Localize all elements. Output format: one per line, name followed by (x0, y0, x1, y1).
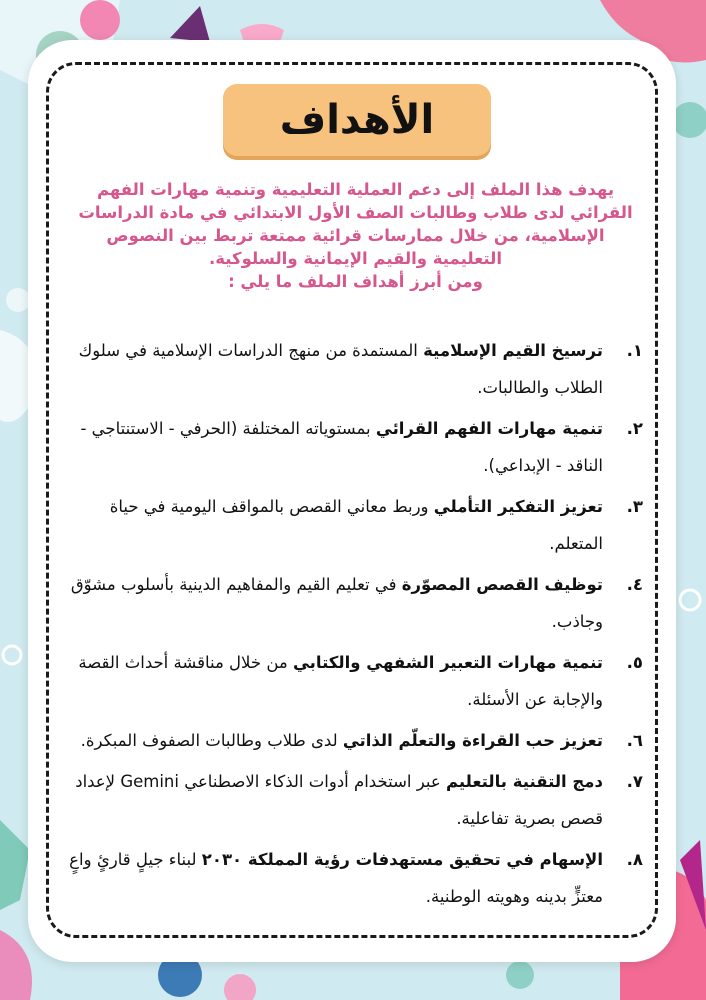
goal-number: ٢. (626, 419, 643, 438)
goal-text: لبناء جيلٍ قارئٍ واعٍ معتزٍّ بدينه وهويته الوطنية. (69, 850, 603, 906)
goal-text: عبر استخدام أدوات الذكاء الاصطناعي Gemini لإعداد قصص بصرية تفاعلية. (75, 772, 603, 828)
goal-lead: تنمية مهارات الفهم القرائي (375, 419, 603, 438)
goal-number: ٦. (626, 731, 643, 750)
goal-number: ٥. (626, 653, 643, 672)
goal-item (68, 722, 643, 759)
goal-lead: تنمية مهارات التعبير الشفهي والكتابي (292, 653, 603, 672)
goal-number: ١. (626, 341, 643, 360)
goal-text-block (68, 722, 603, 759)
goal-text-block (68, 763, 603, 837)
intro-lead: ومن أبرز أهداف الملف ما يلي : (228, 272, 483, 291)
intro-paragraph: يهدف هذا الملف إلى دعم العملية التعليمية وتنمية مهارات الفهم القرائي لدى طلاب وطالبات الصف الأول الابتدائي في مادة الدراسات الإسلامية، من خلال ممارسات قرائية ممتعة تربط بين النصوص التعليمية والقيم الإيمانية والسلوكية. (78, 180, 633, 268)
goal-number: ٤. (626, 575, 643, 594)
goal-lead: تعزيز التفكير التأملي (433, 497, 603, 516)
goal-item (68, 644, 643, 718)
goal-text-block (68, 644, 603, 718)
goal-text: من خلال مناقشة أحداث القصة والإجابة عن الأسئلة. (78, 653, 603, 709)
goal-item (68, 488, 643, 562)
goal-item (68, 566, 643, 640)
goal-lead: توظيف القصص المصوّرة (401, 575, 603, 594)
goal-lead: ترسيخ القيم الإسلامية (423, 341, 603, 360)
goal-number: ٨. (626, 850, 643, 869)
goal-lead: دمج التقنية بالتعليم (445, 772, 603, 791)
goal-number: ٣. (626, 497, 643, 516)
goal-item (68, 410, 643, 484)
goal-text-block (68, 488, 603, 562)
goal-text: المستمدة من منهج الدراسات الإسلامية في سلوك الطلاب والطالبات. (78, 341, 603, 397)
page-title: الأهداف (279, 97, 435, 143)
goals-list (68, 332, 643, 919)
goal-number: ٧. (626, 772, 643, 791)
goal-text: في تعليم القيم والمفاهيم الدينية بأسلوب مشوّق وجاذب. (70, 575, 603, 631)
goal-item (68, 332, 643, 406)
goal-lead: الإسهام في تحقيق مستهدفات رؤية المملكة ٢٠٣٠ (201, 850, 603, 869)
intro-block (78, 178, 633, 293)
goal-text: وربط معاني القصص بالمواقف اليومية في حياة المتعلم. (109, 497, 603, 553)
goal-item (68, 841, 643, 915)
goal-text-block (68, 841, 603, 915)
goal-lead: تعزيز حب القراءة والتعلّم الذاتي (342, 731, 603, 750)
goal-text-block (68, 332, 603, 406)
goal-item (68, 763, 643, 837)
title-banner (223, 84, 491, 156)
goal-text: بمستوياته المختلفة (الحرفي - الاستنتاجي - الناقد - الإبداعي). (80, 419, 603, 475)
goal-text: لدى طلاب وطالبات الصفوف المبكرة. (80, 731, 343, 750)
goal-text-block (68, 566, 603, 640)
goal-text-block (68, 410, 603, 484)
